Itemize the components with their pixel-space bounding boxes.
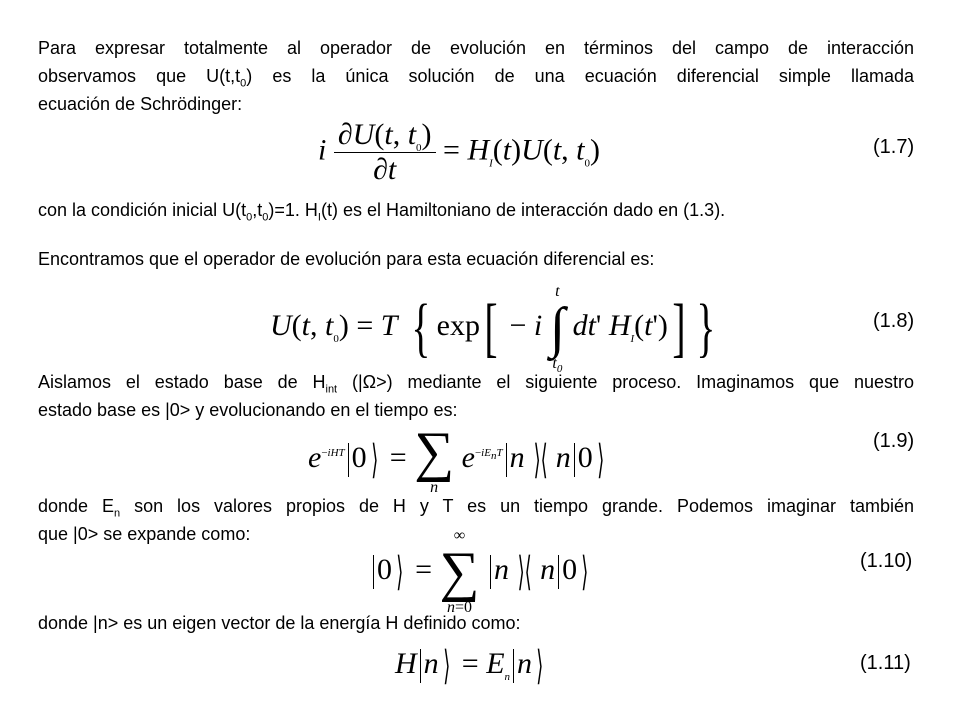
paragraph-ground-state — [38, 368, 914, 424]
intro-line-1: Para expresar totalmente al operador de evolución en términos del campo de interacción — [38, 38, 914, 58]
equation-number-1-10: (1.10) — [860, 550, 913, 572]
intro-line-3: ecuación de Schrödinger: — [38, 94, 243, 114]
ground-state-line-1: Aislamos el estado base de $H_{int}$ (|Ω>) mediante el siguiente proceso. Imaginamos que nuestro — [38, 372, 914, 396]
intro-line-2: observamos que $U(t,t_0)$ es la única solución de una ecuación diferencial simple llamada — [38, 66, 914, 90]
paragraph-intro — [38, 34, 914, 118]
equation-1-10: 0 ⟩ = ∞ ∑ n=0 n ⟩⟨ n 0 ⟩ — [370, 528, 593, 616]
equation-1-7: i $\frac{\partial U(t, t_0)}{\partial t}$ = $H_I(t)U(t$, $t_0$) — [318, 118, 600, 186]
paragraph-evolution-operator: Encontramos que el operador de evolución para esta ecuación diferencial es: — [38, 249, 655, 269]
equation-number-1-8: (1.8) — [873, 310, 915, 332]
ground-state-line-2: estado base es |0> y evolucionando en el tiempo es: — [38, 400, 458, 420]
equation-number-1-9: (1.9) — [873, 430, 915, 452]
equation-1-11: H n ⟩ = $E_n$ n ⟩ — [395, 643, 544, 688]
eigenvalues-line-1: donde $E_n$ son los valores propios de H y T es un tiempo grande. Podemos imaginar también — [38, 496, 914, 520]
equation-number-1-11: (1.11) — [860, 652, 911, 674]
paragraph-initial-condition: con la condición inicial $U(t_0,t_0)=1$. $H_I(t)$ es el Hamiltoniano de interacción dado en (1.3). — [38, 200, 726, 224]
equation-1-8: U(t, $t_0) = T$ { exp[ − i t ∫ $t_0$ dt' $H_I(t')$] } — [270, 283, 716, 376]
equation-number-1-7: (1.7) — [873, 136, 915, 158]
equation-1-9: $e^{-iHT}$ 0 ⟩ = ∑ n $e^{-iE_nT}$ n ⟩⟨ n 0 ⟩ — [308, 421, 605, 496]
eigenvalues-line-2: que |0> se expande como: — [38, 524, 251, 544]
paragraph-eigenvector: donde |n> es un eigen vector de la energía H definido como: — [38, 613, 521, 633]
